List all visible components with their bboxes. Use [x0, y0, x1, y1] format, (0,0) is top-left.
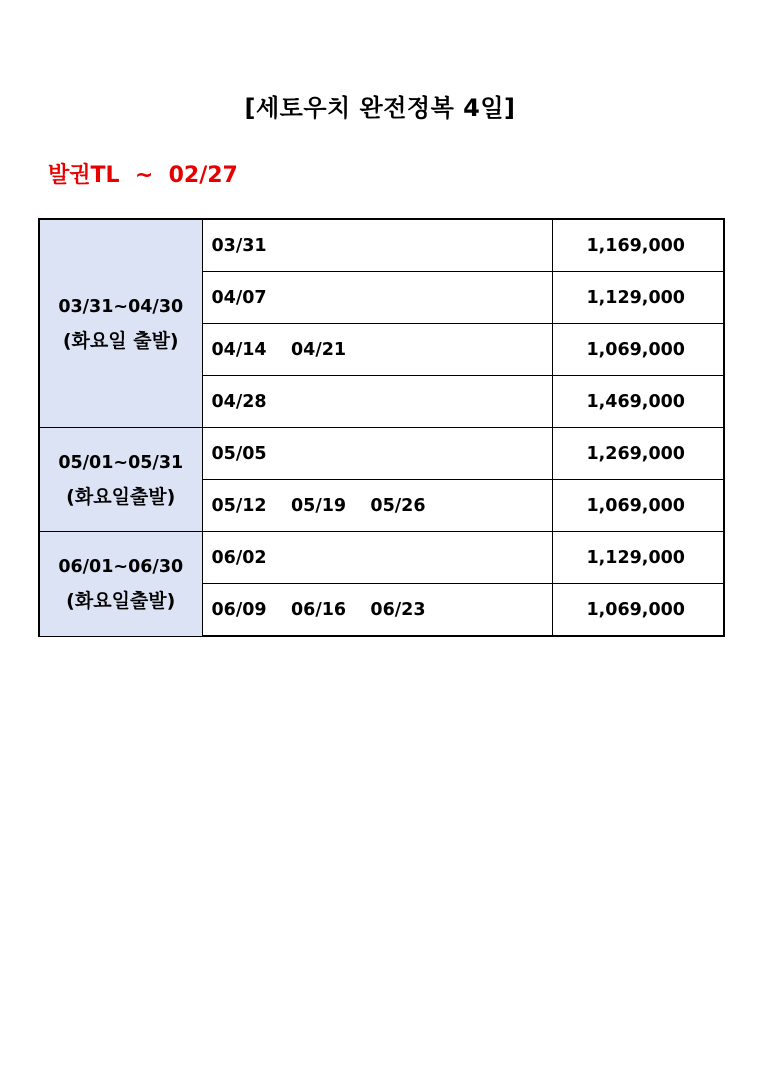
- table-row: [39, 428, 724, 480]
- table-row: [39, 219, 724, 272]
- price: 1,129,000: [552, 272, 724, 324]
- ticketing-deadline: 발권TL ~ 02/27: [48, 163, 238, 188]
- price: 1,469,000: [552, 376, 724, 428]
- departure-dates: 04/07: [202, 272, 552, 324]
- period-range: 05/01~05/31: [58, 452, 184, 473]
- departure-price-table: [38, 218, 725, 637]
- table-row: [39, 532, 724, 584]
- period-note: (화요일출발): [66, 485, 176, 508]
- period-note: (화요일출발): [66, 589, 176, 612]
- price: 1,069,000: [552, 584, 724, 637]
- price: 1,069,000: [552, 324, 724, 376]
- departure-dates: 04/14 04/21: [202, 324, 552, 376]
- period-range: 06/01~06/30: [58, 556, 184, 577]
- period-cell: [39, 428, 202, 532]
- period-note: (화요일 출발): [62, 329, 179, 352]
- price: 1,269,000: [552, 428, 724, 480]
- departure-dates: 06/02: [202, 532, 552, 584]
- departure-dates: 04/28: [202, 376, 552, 428]
- departure-dates: 03/31: [202, 219, 552, 272]
- price: 1,129,000: [552, 532, 724, 584]
- period-cell: [39, 219, 202, 428]
- departure-dates: 06/09 06/16 06/23: [202, 584, 552, 637]
- departure-dates: 05/05: [202, 428, 552, 480]
- period-range: 03/31~04/30: [58, 296, 184, 317]
- departure-dates: 05/12 05/19 05/26: [202, 480, 552, 532]
- period-cell: [39, 532, 202, 637]
- price: 1,169,000: [552, 219, 724, 272]
- page-title: [세토우치 완전정복 4일]: [244, 94, 516, 122]
- price: 1,069,000: [552, 480, 724, 532]
